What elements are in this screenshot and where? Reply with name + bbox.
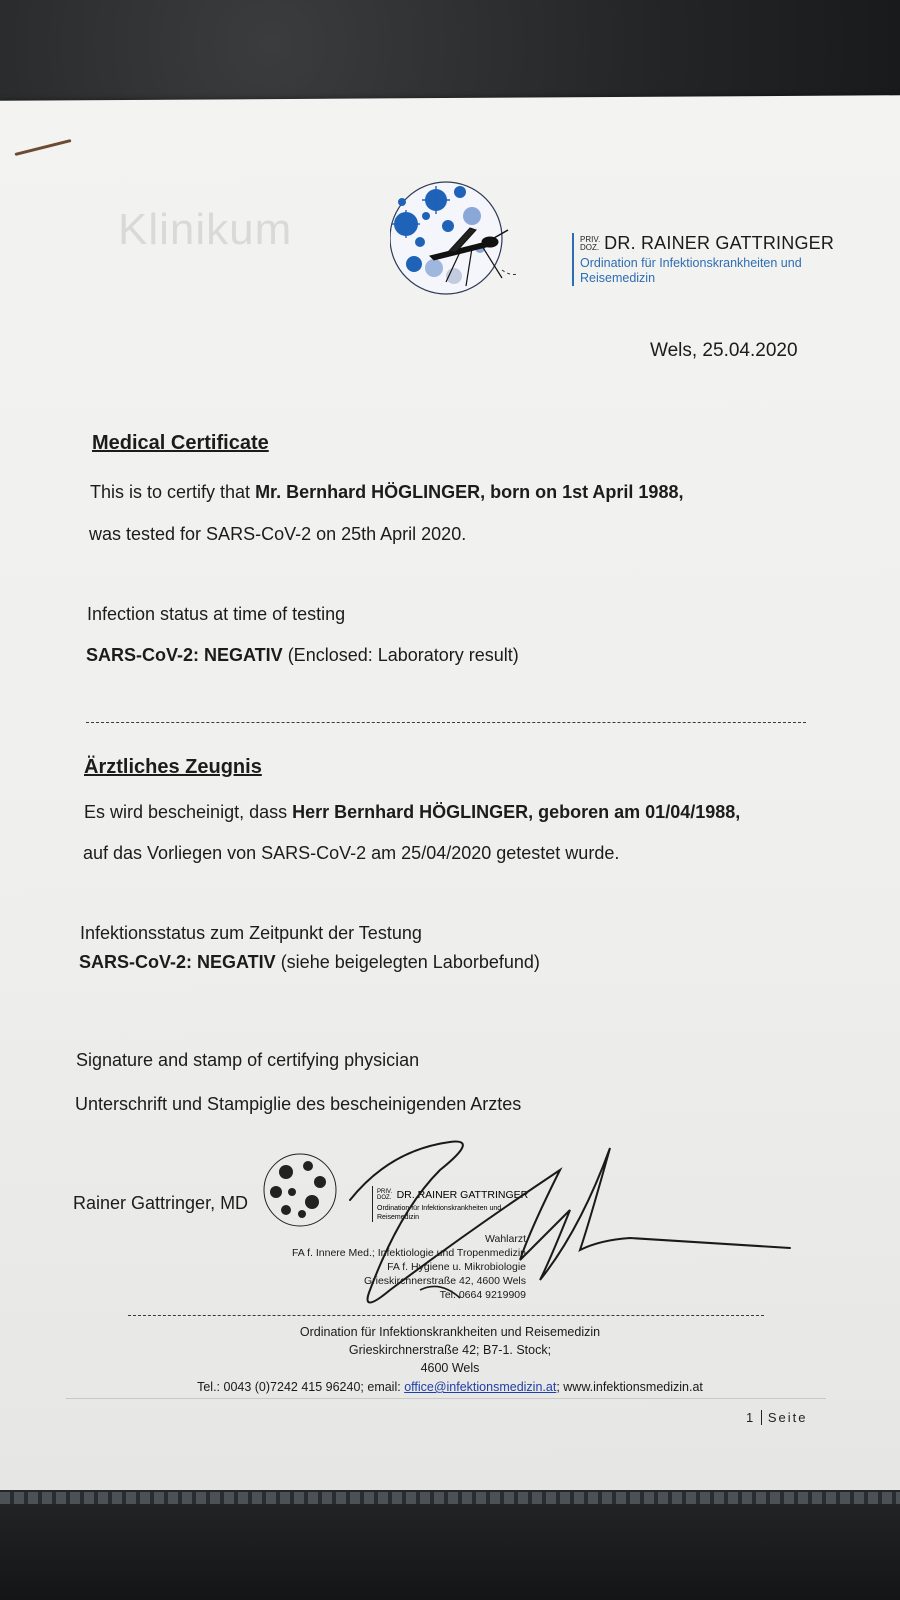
stamp-priv: PRIV. DOZ. (377, 1188, 393, 1201)
stamp-logo (262, 1152, 338, 1228)
stamp-ordination: Ordination für Infektionskrankheiten und Reisemedizin (377, 1205, 502, 1221)
german-title: Ärztliches Zeugnis (84, 756, 262, 778)
english-line-1 (90, 482, 683, 503)
show-through-logo (118, 205, 292, 255)
german-line-2: auf das Vorliegen von SARS-CoV-2 am 25/04/2020 getestet wurde. (83, 843, 620, 863)
english-result-note: (Enclosed: Laboratory result) (282, 645, 519, 665)
stamp-specialty-1: FA f. Innere Med.; Infektiologie und Tropenmedizin (291, 1247, 526, 1259)
stamp-wahlarzt: Wahlarzt (484, 1233, 526, 1245)
document-date: Wels, 25.04.2020 (650, 340, 798, 361)
english-status-label: Infection status at time of testing (87, 604, 346, 624)
background-bottom (0, 1490, 900, 1600)
footer-phone: Tel.: 0043 (0)7242 415 96240; email: (197, 1380, 405, 1394)
stamp-specialty-2: FA f. Hygiene u. Mikrobiologie (387, 1261, 526, 1273)
page-label: Seite (761, 1410, 808, 1425)
footer-divider (128, 1315, 764, 1316)
binder-edge (0, 1492, 900, 1504)
german-line-1-intro: Es wird bescheinigt, dass (84, 802, 293, 822)
english-result (86, 645, 519, 666)
footer-line-2: Grieskirchnerstraße 42; B7-1. Stock; (348, 1343, 552, 1357)
physician-name: Rainer Gattringer, MD (73, 1193, 249, 1213)
footer-line-1: Ordination für Infektionskrankheiten und Reisemedizin (299, 1325, 601, 1339)
footer-website: ; www.infektionsmedizin.at (556, 1380, 703, 1394)
handwritten-signature (330, 1140, 800, 1320)
signature-label-en: Signature and stamp of certifying physician (76, 1050, 420, 1070)
doctor-header (572, 233, 840, 286)
page-number (746, 1410, 808, 1425)
signature-label-de: Unterschrift und Stampiglie des bescheinigenden Arztes (75, 1094, 522, 1114)
german-result-status: SARS-CoV-2: NEGATIV (79, 952, 276, 972)
stamp-name: DR. RAINER GATTRINGER (396, 1188, 529, 1201)
section-divider (86, 722, 806, 723)
footer-line-3: 4600 Wels (420, 1361, 480, 1375)
english-line-1-intro: This is to certify that (90, 482, 256, 502)
doctor-name: DR. RAINER GATTRINGER (604, 233, 835, 253)
german-result-note: (siehe beigelegten Laborbefund) (275, 952, 540, 972)
stamp-address: Grieskirchnerstraße 42, 4600 Wels (363, 1275, 526, 1287)
german-line-1-name: Herr Bernhard HÖGLINGER, geboren am 01/04/1988, (292, 802, 741, 822)
ordination-subtitle: Ordination für Infektionskrankheiten und Reisemedizin (580, 256, 802, 285)
german-line-1 (84, 802, 740, 823)
show-through-text: Klinikum (118, 205, 293, 254)
english-line-2: was tested for SARS-CoV-2 on 25th April 2020. (89, 524, 467, 544)
virus-mosquito-logo (390, 178, 520, 300)
english-result-status: SARS-CoV-2: NEGATIV (86, 645, 283, 665)
german-result (79, 952, 540, 973)
background-top (0, 0, 900, 110)
english-title: Medical Certificate (92, 432, 269, 454)
footer-email-link[interactable]: office@infektionsmedizin.at (404, 1380, 557, 1394)
english-line-1-name: Mr. Bernhard HÖGLINGER, born on 1st April 1988, (255, 482, 684, 502)
footer-contact (70, 1380, 830, 1394)
page-number-value: 1 (746, 1410, 756, 1425)
stamp-phone: Tel. 0664 9219909 (439, 1289, 526, 1301)
german-status-label: Infektionsstatus zum Zeitpunkt der Testung (80, 923, 422, 943)
footer-rule (66, 1398, 826, 1399)
priv-doz-label: PRIV. DOZ. (580, 234, 601, 252)
